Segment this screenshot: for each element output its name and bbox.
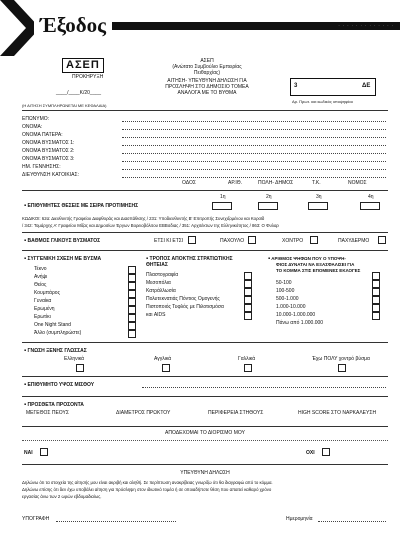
input-surname[interactable] — [122, 121, 386, 122]
method-checkbox-3[interactable] — [244, 288, 252, 296]
input-connection-1[interactable] — [122, 145, 386, 146]
field-connection-3: ΟΝΟΜΑ ΒΥΣΜΑΤΟΣ 3: — [22, 156, 75, 162]
relation-checkbox-1[interactable] — [128, 266, 136, 274]
method-option-3: Κατράλλωσία — [146, 288, 176, 294]
votes-option-4: 1.000-10.000 — [276, 304, 306, 310]
degree-label: ▪ ΒΑΘΜΟΣ ΓΛΙΚΟΥΣ ΒΥΣΜΑΤΟΣ — [24, 238, 101, 244]
votes-checkbox-2[interactable] — [372, 280, 380, 288]
code-prefix: 3 — [294, 83, 298, 89]
degree-option-3: ΧΟΝΤΡΟ — [282, 238, 304, 244]
position-choice-3[interactable] — [308, 202, 328, 210]
degree-checkbox-4[interactable] — [378, 236, 386, 244]
input-father-name[interactable] — [122, 137, 386, 138]
relation-checkbox-8[interactable] — [128, 322, 136, 330]
position-choice-4[interactable] — [360, 202, 380, 210]
language-checkbox-4[interactable] — [338, 364, 346, 372]
input-name[interactable] — [122, 129, 386, 130]
page-title: Έξοδος — [34, 14, 112, 36]
language-option-1: Ελληνικά — [64, 356, 85, 362]
accept-yes-label: ΝΑΙ — [24, 450, 33, 456]
salary-label: ▪ ΕΠΙΘΥΜΗΤΟ ΥΨΟΣ ΜΙΣΘΟΥ — [24, 382, 95, 388]
address-street: ΟΔΟΣ — [182, 180, 196, 186]
votes-option-2: 100-500 — [276, 288, 295, 294]
relation-option-2: Ανήψι — [34, 274, 48, 280]
positions-order-4: 4η — [368, 194, 374, 200]
relation-checkbox-3[interactable] — [128, 282, 136, 290]
input-birthdate[interactable] — [122, 169, 386, 170]
address-prefecture: ΝΟΜΟΣ — [348, 180, 367, 186]
relation-option-3: Θείος — [34, 282, 47, 288]
relation-label: ▪ ΣΥΓΓΕΝΙΚΗ ΣΧΕΣΗ ΜΕ ΒΥΣΜΑ — [24, 256, 102, 262]
date-label: Ημερομηνία — [286, 516, 313, 522]
relation-checkbox-6[interactable] — [128, 306, 136, 314]
method-label-2: ΘΗΤΕΙΑΣ — [146, 262, 168, 268]
votes-checkbox-5[interactable] — [372, 304, 380, 312]
input-address[interactable] — [122, 177, 386, 178]
degree-option-4: ΠΑΧΥΔΕΡΜΟ — [338, 238, 370, 244]
votes-checkbox-1[interactable] — [372, 272, 380, 280]
degree-option-2: ΠΑΧΟΥΛΟ — [220, 238, 245, 244]
votes-checkbox-4[interactable] — [372, 296, 380, 304]
center-line-2: (Ανώτατο Συμβούλιο Εμπειρίας — [172, 64, 242, 70]
accept-no-label: ΟΧΙ — [306, 450, 315, 456]
votes-label-1: ▪ ΑΡΙΘΜΟΣ ΨΗΦΩΝ ΠΟΥ Ο ΥΠΟΨΗ- — [268, 256, 346, 262]
degree-checkbox-3[interactable] — [310, 236, 318, 244]
relation-checkbox-2[interactable] — [128, 274, 136, 282]
position-choice-2[interactable] — [258, 202, 278, 210]
center-line-6: ΑΝΑΛΟΓΑ ΜΕ ΤΟ ΒΥΘΜΑ — [177, 90, 237, 96]
address-number: ΑΡ.ΙΘ. — [228, 180, 243, 186]
declaration-line-3: εργασίας άνω των 2 ωρών εβδομαδιαίως. — [22, 494, 102, 499]
application-form — [22, 50, 388, 548]
relation-option-9: Άλλο (συμπληρώστε) — [34, 330, 82, 336]
relation-option-6: Ερωμένη — [34, 306, 55, 312]
method-checkbox-4[interactable] — [244, 296, 252, 304]
codes-line-2: / 342: Τομάρχης Α' Γραφείου Μίζας και Δημοσίων Έργων Βορειοβόλιτου ΕΒΒσδιας / 351: Αρχιτέκτων της Ελληνικότητος / 863: Ο Φυλαρ — [22, 223, 279, 228]
method-label-1: ▪ ΤΡΟΠΟΣ ΑΠΟΚΤΗΣ ΣΤΡΑΤΙΩΤΙΚΗΣ — [146, 256, 233, 262]
relation-option-4: Κουμπάρος — [34, 290, 60, 296]
input-connection-3[interactable] — [122, 161, 386, 162]
extra-label: ▪ ΠΡΟΣΘΕΤΑ ΠΡΟΣΟΝΤΑ — [24, 402, 84, 408]
language-checkbox-3[interactable] — [244, 364, 252, 372]
accept-label: ΑΠΟΔΕΧΟΜΑΙ ΤΟ ΔΙΟΡΙΣΜΟ ΜΟΥ — [165, 430, 245, 436]
votes-label-2: ΦΙΟΣ ΔΥΝΑΤΑΙ ΝΑ ΕΞΑΣΦΑΛΙΣΕΙ ΓΙΑ — [276, 262, 355, 267]
method-checkbox-2[interactable] — [244, 280, 252, 288]
positions-order-2: 2η — [266, 194, 272, 200]
address-postcode: Τ.Κ. — [312, 180, 321, 186]
method-option-4: Πολυτεκνατιάς Πόντιος Ομογενής — [146, 296, 220, 302]
signature-input[interactable] — [56, 521, 176, 522]
positions-order-1: 1η — [220, 194, 226, 200]
positions-label: ▪ ΕΠΙΘΥΜΗΤΕΣ ΘΕΣΕΙΣ ΜΕ ΣΕΙΡΑ ΠΡΟΤΙΜΗΣΗΣ — [24, 203, 139, 209]
protocol-label: ΠΡΟΚΗΡΥΞΗ — [72, 74, 104, 80]
field-connection-2: ΟΝΟΜΑ ΒΥΣΜΑΤΟΣ 2: — [22, 148, 75, 154]
field-address: ΔΙΕΥΘΥΝΣΗ ΚΑΤΟΙΚΙΑΣ: — [22, 172, 79, 178]
date-input[interactable] — [318, 521, 386, 522]
code-suffix: ΔΕ — [362, 83, 371, 89]
method-checkbox-1[interactable] — [244, 272, 252, 280]
degree-checkbox-1[interactable] — [188, 236, 196, 244]
votes-option-3: 500-1.000 — [276, 296, 299, 302]
field-connection-1: ΟΝΟΜΑ ΒΥΣΜΑΤΟΣ 1: — [22, 140, 75, 146]
extra-column-4: HIGH SCORE ΣΤΟ ΝΑΡΚΑΛΕΥΣΗ — [298, 410, 377, 416]
method-option-5: Πιστοποιός Τυφλός με Πιλοτισμόσα — [146, 304, 224, 310]
languages-label: ▪ ΓΝΩΣΗ ΞΕΝΗΣ ΓΛΩΣΣΑΣ — [24, 348, 87, 354]
relation-checkbox-4[interactable] — [128, 290, 136, 298]
field-surname: ΕΠΩΝΥΜΟ: — [22, 116, 50, 122]
relation-option-5: Γυναίκα — [34, 298, 52, 304]
relation-checkbox-7[interactable] — [128, 314, 136, 322]
relation-option-7: Ερωτίκι — [34, 314, 51, 320]
votes-checkbox-3[interactable] — [372, 288, 380, 296]
accept-no-checkbox[interactable] — [322, 448, 330, 456]
input-connection-2[interactable] — [122, 153, 386, 154]
address-city: ΠΟΛΗ- ΔΗΜΟΣ — [258, 180, 294, 186]
votes-option-6: Πάνω από 1.000.000 — [276, 320, 324, 326]
center-line-3: Πειθαρχίας) — [193, 70, 221, 76]
asep-logo: ΑΣΕΠ — [62, 58, 104, 73]
language-option-2: Αγγλικά — [154, 356, 172, 362]
code-note: Αρ. Πρωτ. και κωδικός υποψηφίου — [292, 99, 353, 104]
method-checkbox-6[interactable] — [244, 312, 252, 320]
positions-order-3: 3η — [316, 194, 322, 200]
title-rule-text: · · · · · · · · · · · · · — [338, 23, 394, 28]
center-line-1: ΑΣΕΠ — [200, 58, 214, 64]
degree-checkbox-2[interactable] — [248, 236, 256, 244]
fill-note: (Η ΑΙΤΗΣΗ ΣΥΜΠΛΗΡΩΝΕΤΑΙ ΜΕ ΚΕΦΑΛΑΙΑ) — [22, 103, 107, 108]
language-option-4: Έχω ΠΟΛΥ χοντρό βύσμα — [312, 356, 370, 362]
accept-yes-checkbox[interactable] — [40, 448, 48, 456]
codes-line-1: ΚΩΔΙΚΟΙ: 62α: Διευθυντής Γραφείου Διαφθοράς και Διασπάθισης / 231: Υποδιευθυντής Β' Επιτροπής Συνεχιζομένου και Κοροϊδ — [22, 216, 265, 221]
relation-checkbox-5[interactable] — [128, 298, 136, 306]
relation-checkbox-9[interactable] — [128, 330, 136, 338]
signature-label: ΥΠΟΓΡΑΦΗ — [22, 516, 50, 522]
votes-label-3: ΤΟ ΚΟΜΜΑ ΣΤΙΣ ΕΠΟΜΕΝΕΣ ΕΚΛΟΓΕΣ — [276, 268, 361, 273]
method-option-6: και AIDS — [146, 312, 166, 318]
center-line-5: ΠΡΟΣΛΗΨΗ ΣΤΟ ΔΗΜΟΣΙΟ ΤΟΜΕΑ — [165, 84, 249, 90]
votes-option-5: 10.000-1.000.000 — [276, 312, 316, 318]
field-name: ΟΝΟΜΑ: — [22, 124, 43, 130]
relation-option-8: One Night Stand — [34, 322, 71, 328]
language-checkbox-1[interactable] — [76, 364, 84, 372]
degree-option-1: ΕΤΣΙ ΚΙ ΕΤΣΙ — [154, 238, 184, 244]
votes-option-1: 50-100 — [276, 280, 292, 286]
extra-column-3: ΠΕΡΙΦΕΡΕΙΑ ΣΤΗΘΟΥΣ — [208, 410, 264, 416]
field-father-name: ΟΝΟΜΑ ΠΑΤΕΡΑ: — [22, 132, 63, 138]
header-band — [0, 0, 400, 56]
declaration-line-2: Δηλώνω επίσης ότι δεν έχω υποβάλει αίτηση για πρόσληψη στον ιδιωτικό τομέα ή σε οποιαδήποτε θέση που απαιτεί καθαρό χρόνο — [22, 487, 272, 492]
extra-column-2: ΔΙΑΜΕΤΡΟΣ ΠΡΩΚΤΟΥ — [116, 410, 171, 416]
method-option-2: Μεσοπόλια — [146, 280, 171, 286]
votes-checkbox-6[interactable] — [372, 312, 380, 320]
center-line-4: ΑΙΤΗΣΗ- ΥΠΕΥΘΥΝΗ ΔΗΛΩΣΗ ΓΙΑ — [167, 78, 247, 84]
declaration-line-1: Δηλώνω ότι τα στοιχεία της αίτησής μου είναι ακριβή και αληθή. Σε περίπτωση ανακρίβειας γνωρίζω ότι θα διαγραφώ από το κόμμα. — [22, 480, 273, 485]
field-birthdate: ΗΜ. ΓΕΝΝΗΣΗΣ: — [22, 164, 61, 170]
protocol-date: ____/____Κ/20____ — [56, 90, 102, 96]
language-checkbox-2[interactable] — [162, 364, 170, 372]
language-option-3: Γαλλικά — [238, 356, 256, 362]
method-checkbox-5[interactable] — [244, 304, 252, 312]
relation-option-1: Τέκνο — [34, 266, 47, 272]
method-option-1: Πλαστογραφία — [146, 272, 179, 278]
extra-column-1: ΜΕΓΕΘΟΣ ΠΕΟΥΣ — [26, 410, 69, 416]
declaration-title: ΥΠΕΥΘΥΝΗ ΔΗΛΩΣΗ — [180, 470, 230, 476]
salary-input[interactable] — [142, 387, 386, 388]
position-choice-1[interactable] — [212, 202, 232, 210]
